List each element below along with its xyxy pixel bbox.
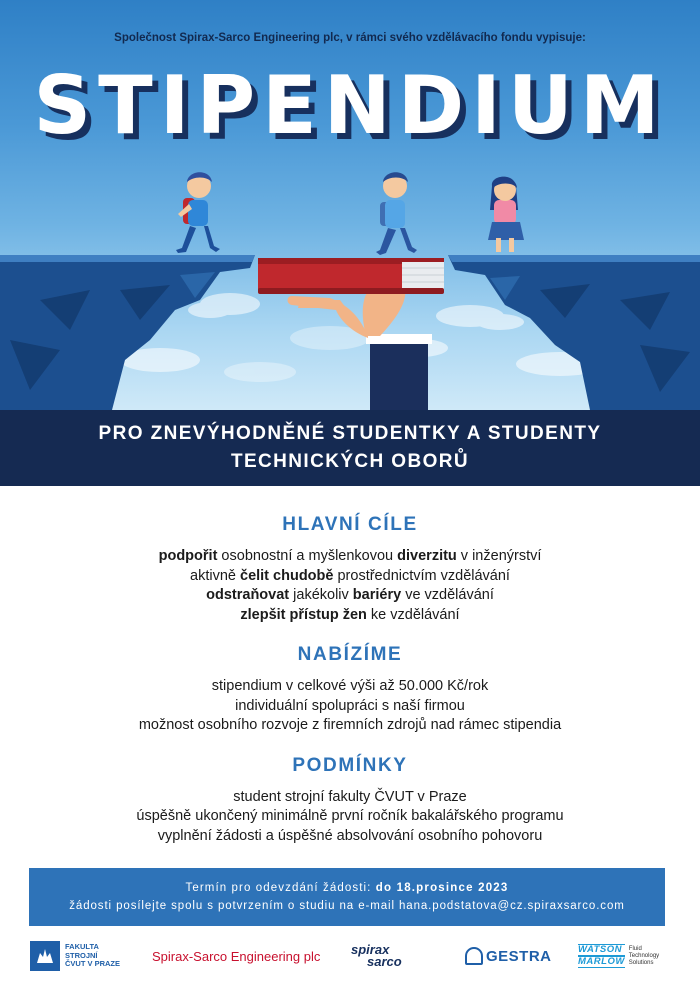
watson-marlow-logo: WATSON MARLOW Fluid Technology Solutions xyxy=(578,944,660,967)
page-title: STIPENDIUM xyxy=(33,59,667,152)
list-item: vyplnění žádosti a úspěšné absolvování osobního pohovoru xyxy=(157,827,543,844)
section-title: HLAVNÍ CÍLE xyxy=(282,514,418,535)
subtitle-band xyxy=(0,410,700,486)
subtitle-line: PRO ZNEVÝHODNĚNÉ STUDENTKY A STUDENTY xyxy=(98,423,602,444)
content xyxy=(0,512,700,863)
gestra-logo: GESTRA xyxy=(465,936,552,976)
list-item: zlepšit přístup žen ke vzdělávání xyxy=(240,606,460,623)
deadline-line: Termín pro odevzdání žádosti: do 18.prosince 2023 xyxy=(185,882,509,894)
deadline-box xyxy=(29,868,665,926)
gestra-mark-icon xyxy=(465,947,483,965)
left-cliff xyxy=(0,255,255,410)
list-item: stipendium v celkové výši až 50.000 Kč/rok xyxy=(211,678,489,694)
list-item: individuální spolupráci s naší firmou xyxy=(235,697,465,714)
list-item: podpořit osobnostní a myšlenkovou diverzitu v inženýrství xyxy=(158,548,542,564)
hero-illustration xyxy=(0,0,700,410)
section-goals xyxy=(0,512,700,625)
list-item: možnost osobního rozvoje z firemních zdrojů nad rámec stipendia xyxy=(138,717,562,733)
list-item: odstraňovat jakékoliv bariéry ve vzdělávání xyxy=(206,587,494,603)
spirax-sarco-engineering-logo: Spirax-Sarco Engineering plc xyxy=(152,948,321,964)
deadline-date: do 18.prosince 2023 xyxy=(375,882,509,894)
section-offer xyxy=(0,642,700,736)
logo-row xyxy=(0,936,700,976)
email-instruction[interactable]: žádosti posílejte spolu s potvrzením o studiu na e-mail hana.podstatova@cz.spiraxsarco.com xyxy=(69,900,625,912)
student-boy-middle xyxy=(376,172,417,255)
spirax-sarco-logo: spirax sarco xyxy=(351,942,402,969)
conditions-list xyxy=(0,788,700,847)
goals-list xyxy=(0,547,700,625)
list-item: aktivně čelit chudobě prostřednictvím vzdělávání xyxy=(190,567,510,584)
lion-emblem-icon xyxy=(30,941,60,971)
subtitle-line: TECHNICKÝCH OBORŮ xyxy=(230,451,470,472)
student-boy-left xyxy=(176,172,220,253)
section-conditions xyxy=(0,753,700,847)
cvut-logo: FAKULTA STROJNÍ ČVUT V PRAZE xyxy=(30,936,120,976)
section-title: PODMÍNKY xyxy=(292,754,408,776)
offer-list xyxy=(0,677,700,736)
list-item: úspěšně ukončený minimálně první ročník bakalářského programu xyxy=(136,808,564,824)
student-girl-right xyxy=(488,177,524,252)
section-title: NABÍZÍME xyxy=(297,644,403,665)
list-item: student strojní fakulty ČVUT v Praze xyxy=(233,788,467,805)
intro-text: Společnost Spirax-Sarco Engineering plc, v rámci svého vzdělávacího fondu vypisuje: xyxy=(114,32,586,44)
